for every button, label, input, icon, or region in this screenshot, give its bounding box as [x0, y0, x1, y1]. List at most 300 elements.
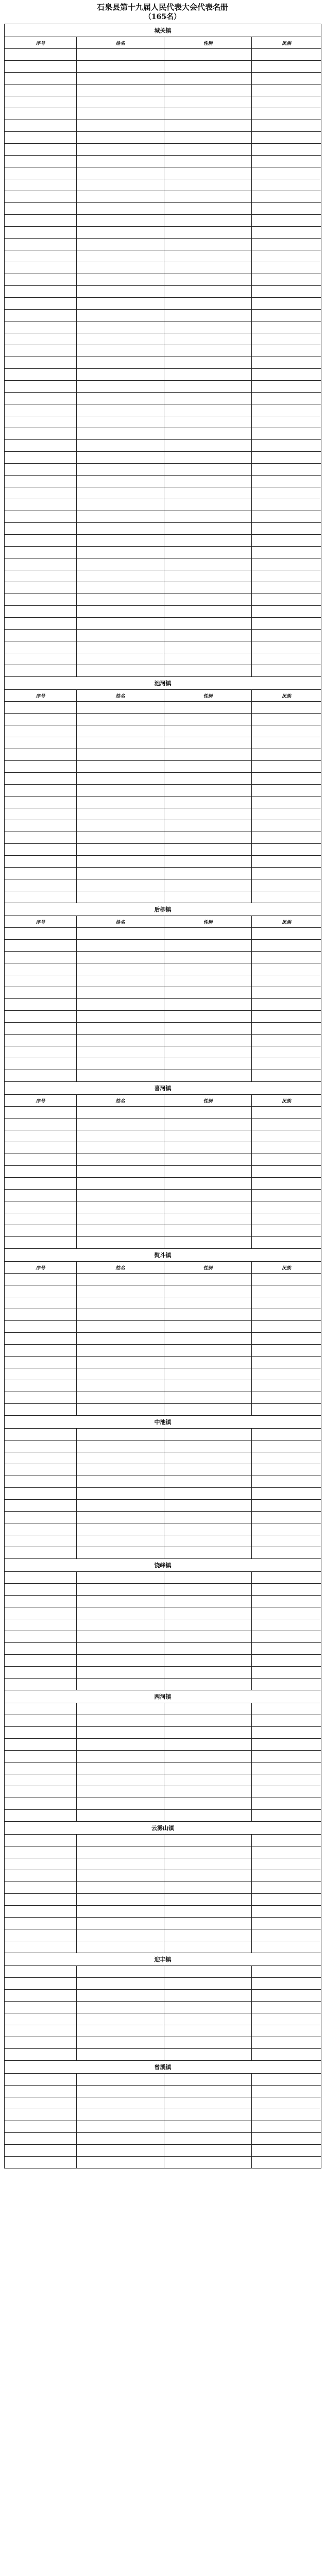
name-cell [77, 1058, 164, 1070]
ethnicity-cell [252, 820, 321, 832]
table-row [5, 1368, 321, 1380]
table-row [5, 535, 321, 547]
table-row [5, 1774, 321, 1786]
seq-cell [5, 653, 77, 665]
gender-cell [164, 868, 252, 879]
name-cell [77, 1835, 164, 1846]
seq-cell [5, 1500, 77, 1512]
gender-cell [164, 274, 252, 286]
gender-cell [164, 310, 252, 321]
seq-cell [5, 987, 77, 999]
gender-cell [164, 167, 252, 179]
ethnicity-cell [252, 2145, 321, 2157]
ethnicity-cell [252, 808, 321, 820]
gender-cell [164, 120, 252, 132]
ethnicity-cell [252, 1190, 321, 1201]
gender-cell [164, 1596, 252, 1607]
seq-cell [5, 250, 77, 262]
ethnicity-cell [252, 737, 321, 749]
table-row [5, 1058, 321, 1070]
name-cell [77, 2097, 164, 2109]
ethnicity-cell [252, 1643, 321, 1655]
table-row [5, 844, 321, 856]
section-row [5, 903, 321, 916]
name-cell [77, 1368, 164, 1380]
gender-cell [164, 1333, 252, 1345]
ethnicity-cell [252, 1142, 321, 1154]
table-row [5, 1667, 321, 1679]
seq-cell [5, 2049, 77, 2061]
gender-cell [164, 2049, 252, 2061]
seq-cell [5, 761, 77, 773]
name-cell [77, 1870, 164, 1882]
seq-cell [5, 2002, 77, 2013]
seq-cell [5, 558, 77, 570]
gender-cell [164, 1237, 252, 1249]
column-header-row [5, 916, 321, 928]
section-name: 曾溪镇 [5, 2061, 321, 2074]
column-header: 序号 [5, 1095, 77, 1107]
ethnicity-cell [252, 239, 321, 250]
table-row [5, 1345, 321, 1357]
seq-cell [5, 1906, 77, 1918]
gender-cell [164, 487, 252, 499]
name-cell [77, 1237, 164, 1249]
name-cell [77, 298, 164, 310]
ethnicity-cell [252, 262, 321, 274]
ethnicity-cell [252, 2049, 321, 2061]
ethnicity-cell [252, 1667, 321, 1679]
ethnicity-cell [252, 618, 321, 630]
name-cell [77, 891, 164, 903]
seq-cell [5, 891, 77, 903]
table-row [5, 1154, 321, 1166]
table-row [5, 274, 321, 286]
table-row [5, 808, 321, 820]
seq-cell [5, 61, 77, 73]
ethnicity-cell [252, 1154, 321, 1166]
gender-cell [164, 108, 252, 120]
gender-cell [164, 785, 252, 796]
seq-cell [5, 1274, 77, 1285]
seq-cell [5, 203, 77, 215]
name-cell [77, 2037, 164, 2049]
gender-cell [164, 594, 252, 606]
name-cell [77, 1619, 164, 1631]
name-cell [77, 653, 164, 665]
seq-cell [5, 108, 77, 120]
name-cell [77, 2002, 164, 2013]
ethnicity-cell [252, 179, 321, 191]
column-header: 性别 [164, 1095, 252, 1107]
section-row [5, 1822, 321, 1835]
name-cell [77, 725, 164, 737]
ethnicity-cell [252, 393, 321, 404]
name-cell [77, 1345, 164, 1357]
gender-cell [164, 2025, 252, 2037]
gender-cell [164, 975, 252, 987]
table-row [5, 250, 321, 262]
name-cell [77, 808, 164, 820]
seq-cell [5, 1130, 77, 1142]
seq-cell [5, 1237, 77, 1249]
gender-cell [164, 1619, 252, 1631]
gender-cell [164, 1166, 252, 1178]
name-cell [77, 1703, 164, 1715]
ethnicity-cell [252, 321, 321, 333]
table-row [5, 61, 321, 73]
gender-cell [164, 1584, 252, 1596]
table-row [5, 1321, 321, 1333]
gender-cell [164, 1154, 252, 1166]
ethnicity-cell [252, 440, 321, 452]
gender-cell [164, 321, 252, 333]
table-row [5, 1870, 321, 1882]
seq-cell [5, 1488, 77, 1500]
name-cell [77, 357, 164, 369]
table-row [5, 369, 321, 381]
seq-cell [5, 1392, 77, 1404]
ethnicity-cell [252, 594, 321, 606]
ethnicity-cell [252, 1046, 321, 1058]
gender-cell [164, 1035, 252, 1046]
gender-cell [164, 298, 252, 310]
table-row [5, 737, 321, 749]
ethnicity-cell [252, 1429, 321, 1440]
seq-cell [5, 84, 77, 96]
ethnicity-cell [252, 1929, 321, 1941]
table-row [5, 1906, 321, 1918]
seq-cell [5, 737, 77, 749]
ethnicity-cell [252, 96, 321, 108]
ethnicity-cell [252, 1894, 321, 1906]
table-row [5, 1858, 321, 1870]
seq-cell [5, 452, 77, 464]
name-cell [77, 2013, 164, 2025]
name-cell [77, 1380, 164, 1392]
ethnicity-cell [252, 2025, 321, 2037]
name-cell [77, 2133, 164, 2145]
name-cell [77, 179, 164, 191]
table-row [5, 1035, 321, 1046]
gender-cell [164, 1667, 252, 1679]
name-cell [77, 369, 164, 381]
section-row [5, 1953, 321, 1966]
seq-cell [5, 369, 77, 381]
gender-cell [164, 1201, 252, 1213]
section-name: 云雾山镇 [5, 1822, 321, 1835]
name-cell [77, 1918, 164, 1929]
column-header: 姓名 [77, 690, 164, 702]
gender-cell [164, 1190, 252, 1201]
table-row [5, 1046, 321, 1058]
table-row [5, 641, 321, 653]
ethnicity-cell [252, 1476, 321, 1488]
name-cell [77, 404, 164, 416]
seq-cell [5, 1596, 77, 1607]
seq-cell [5, 1547, 77, 1559]
section-name: 喜河镇 [5, 1082, 321, 1095]
name-cell [77, 1715, 164, 1727]
seq-cell [5, 1523, 77, 1535]
seq-cell [5, 1154, 77, 1166]
seq-cell [5, 1631, 77, 1643]
column-header: 序号 [5, 690, 77, 702]
name-cell [77, 820, 164, 832]
name-cell [77, 1966, 164, 1978]
gender-cell [164, 393, 252, 404]
table-row [5, 2157, 321, 2168]
seq-cell [5, 191, 77, 203]
seq-cell [5, 1166, 77, 1178]
gender-cell [164, 239, 252, 250]
table-row [5, 1941, 321, 1953]
table-row [5, 1297, 321, 1309]
ethnicity-cell [252, 868, 321, 879]
seq-cell [5, 298, 77, 310]
seq-cell [5, 1918, 77, 1929]
seq-cell [5, 1572, 77, 1584]
table-row [5, 665, 321, 677]
column-header-row [5, 1262, 321, 1274]
name-cell [77, 1225, 164, 1237]
name-cell [77, 1166, 164, 1178]
table-row [5, 1762, 321, 1774]
ethnicity-cell [252, 535, 321, 547]
ethnicity-cell [252, 1584, 321, 1596]
seq-cell [5, 1990, 77, 2002]
gender-cell [164, 1011, 252, 1023]
ethnicity-cell [252, 1130, 321, 1142]
ethnicity-cell [252, 1798, 321, 1810]
seq-cell [5, 868, 77, 879]
table-row [5, 1476, 321, 1488]
ethnicity-cell [252, 785, 321, 796]
table-row [5, 416, 321, 428]
gender-cell [164, 737, 252, 749]
gender-cell [164, 879, 252, 891]
name-cell [77, 1655, 164, 1667]
ethnicity-cell [252, 357, 321, 369]
name-cell [77, 940, 164, 952]
gender-cell [164, 1751, 252, 1762]
seq-cell [5, 1118, 77, 1130]
gender-cell [164, 1846, 252, 1858]
name-cell [77, 523, 164, 535]
name-cell [77, 262, 164, 274]
name-cell [77, 963, 164, 975]
document-title: 石泉县第十九届人民代表大会代表名册 [96, 3, 228, 12]
seq-cell [5, 808, 77, 820]
name-cell [77, 1547, 164, 1559]
seq-cell [5, 1404, 77, 1416]
seq-cell [5, 796, 77, 808]
seq-cell [5, 1107, 77, 1118]
name-cell [77, 714, 164, 725]
gender-cell [164, 928, 252, 940]
ethnicity-cell [252, 487, 321, 499]
ethnicity-cell [252, 2133, 321, 2145]
table-row [5, 1500, 321, 1512]
table-row [5, 1178, 321, 1190]
gender-cell [164, 1762, 252, 1774]
gender-cell [164, 1130, 252, 1142]
name-cell [77, 286, 164, 298]
section-name: 熨斗镇 [5, 1249, 321, 1262]
ethnicity-cell [252, 714, 321, 725]
gender-cell [164, 1966, 252, 1978]
name-cell [77, 868, 164, 879]
seq-cell [5, 1440, 77, 1452]
name-cell [77, 641, 164, 653]
seq-cell [5, 1619, 77, 1631]
ethnicity-cell [252, 167, 321, 179]
ethnicity-cell [252, 1512, 321, 1523]
table-row [5, 1464, 321, 1476]
name-cell [77, 464, 164, 476]
ethnicity-cell [252, 464, 321, 476]
gender-cell [164, 262, 252, 274]
name-cell [77, 203, 164, 215]
name-cell [77, 1142, 164, 1154]
ethnicity-cell [252, 2086, 321, 2097]
table-row [5, 1166, 321, 1178]
ethnicity-cell [252, 1870, 321, 1882]
name-cell [77, 1476, 164, 1488]
seq-cell [5, 1643, 77, 1655]
name-cell [77, 1309, 164, 1321]
section-row [5, 1690, 321, 1703]
seq-cell [5, 749, 77, 761]
table-row [5, 511, 321, 523]
ethnicity-cell [252, 1679, 321, 1690]
name-cell [77, 844, 164, 856]
table-row [5, 96, 321, 108]
ethnicity-cell [252, 1607, 321, 1619]
name-cell [77, 345, 164, 357]
seq-cell [5, 286, 77, 298]
seq-cell [5, 179, 77, 191]
seq-cell [5, 156, 77, 167]
seq-cell [5, 227, 77, 239]
gender-cell [164, 416, 252, 428]
ethnicity-cell [252, 1368, 321, 1380]
table-row [5, 1213, 321, 1225]
seq-cell [5, 144, 77, 156]
name-cell [77, 2049, 164, 2061]
table-row [5, 1846, 321, 1858]
table-row [5, 940, 321, 952]
seq-cell [5, 1368, 77, 1380]
ethnicity-cell [252, 511, 321, 523]
table-row [5, 2013, 321, 2025]
gender-cell [164, 844, 252, 856]
name-cell [77, 832, 164, 844]
seq-cell [5, 1715, 77, 1727]
gender-cell [164, 84, 252, 96]
seq-cell [5, 1929, 77, 1941]
section-name: 城关镇 [5, 24, 321, 37]
seq-cell [5, 215, 77, 227]
gender-cell [164, 1607, 252, 1619]
ethnicity-cell [252, 1440, 321, 1452]
table-row [5, 1810, 321, 1822]
table-row [5, 227, 321, 239]
gender-cell [164, 369, 252, 381]
gender-cell [164, 1547, 252, 1559]
seq-cell [5, 1941, 77, 1953]
seq-cell [5, 1213, 77, 1225]
name-cell [77, 2145, 164, 2157]
gender-cell [164, 856, 252, 868]
name-cell [77, 310, 164, 321]
gender-cell [164, 345, 252, 357]
name-cell [77, 856, 164, 868]
name-cell [77, 84, 164, 96]
table-row [5, 144, 321, 156]
table-row [5, 345, 321, 357]
column-header: 民族 [252, 1262, 321, 1274]
gender-cell [164, 987, 252, 999]
seq-cell [5, 1023, 77, 1035]
table-row [5, 582, 321, 594]
ethnicity-cell [252, 641, 321, 653]
ethnicity-cell [252, 428, 321, 440]
seq-cell [5, 357, 77, 369]
table-row [5, 785, 321, 796]
seq-cell [5, 393, 77, 404]
name-cell [77, 1810, 164, 1822]
ethnicity-cell [252, 1107, 321, 1118]
seq-cell [5, 428, 77, 440]
seq-cell [5, 404, 77, 416]
ethnicity-cell [252, 298, 321, 310]
ethnicity-cell [252, 1523, 321, 1535]
ethnicity-cell [252, 653, 321, 665]
seq-cell [5, 1058, 77, 1070]
seq-cell [5, 1046, 77, 1058]
ethnicity-cell [252, 1727, 321, 1739]
seq-cell [5, 1225, 77, 1237]
ethnicity-cell [252, 1786, 321, 1798]
table-row [5, 594, 321, 606]
name-cell [77, 476, 164, 487]
name-cell [77, 49, 164, 61]
table-row [5, 1882, 321, 1894]
ethnicity-cell [252, 1918, 321, 1929]
ethnicity-cell [252, 1464, 321, 1476]
name-cell [77, 1535, 164, 1547]
gender-cell [164, 1368, 252, 1380]
name-cell [77, 1906, 164, 1918]
name-cell [77, 1631, 164, 1643]
ethnicity-cell [252, 120, 321, 132]
ethnicity-cell [252, 416, 321, 428]
gender-cell [164, 1739, 252, 1751]
ethnicity-cell [252, 1774, 321, 1786]
table-row [5, 2133, 321, 2145]
ethnicity-cell [252, 274, 321, 286]
seq-cell [5, 879, 77, 891]
seq-cell [5, 1607, 77, 1619]
gender-cell [164, 963, 252, 975]
seq-cell [5, 1870, 77, 1882]
table-row [5, 2037, 321, 2049]
ethnicity-cell [252, 1345, 321, 1357]
table-row [5, 2049, 321, 2061]
name-cell [77, 702, 164, 714]
column-header: 性别 [164, 690, 252, 702]
